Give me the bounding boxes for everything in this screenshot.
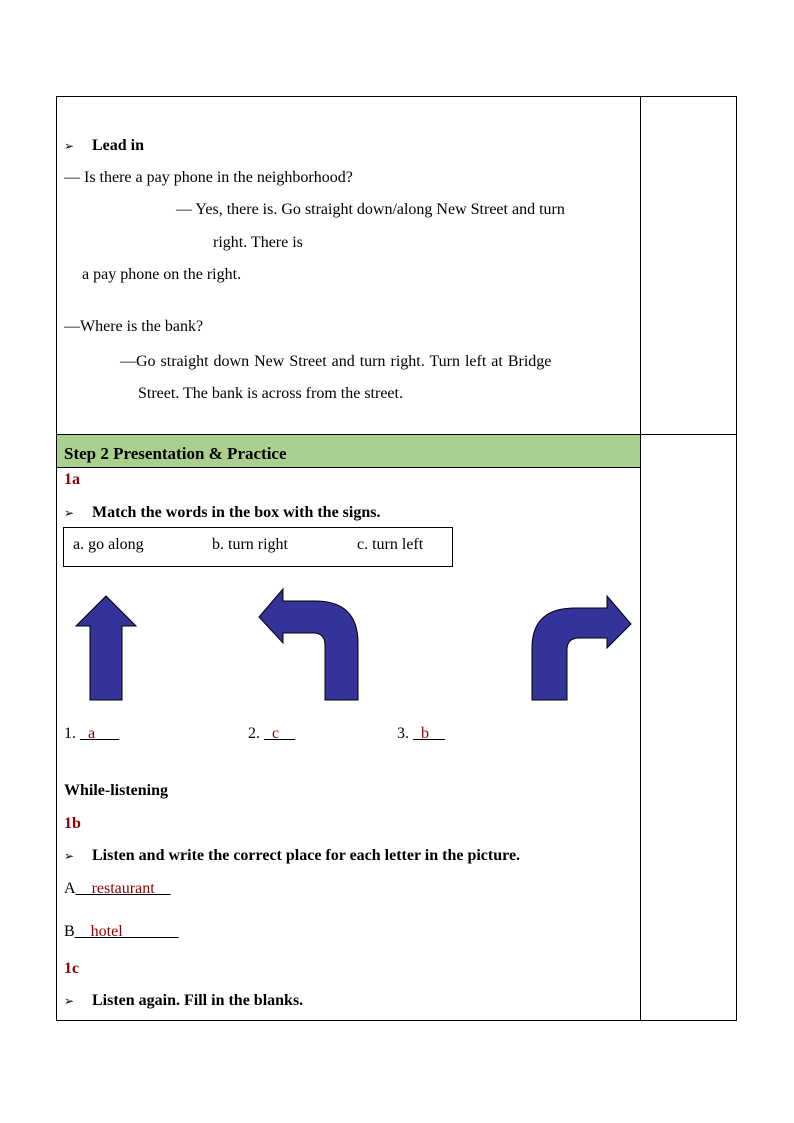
lead-in-answer-1-line-2: right. There is xyxy=(213,234,303,251)
section-1a-label: 1a xyxy=(64,471,80,488)
step-2-title: Step 2 Presentation & Practice xyxy=(64,444,287,463)
column-divider xyxy=(640,96,641,1021)
turn-left-arrow-icon xyxy=(255,585,365,705)
option-go-along: a. go along xyxy=(73,536,144,553)
option-turn-right: b. turn right xyxy=(212,536,288,553)
answer-3: 3. _b__ xyxy=(397,725,445,742)
bullet-arrow-icon: ➢ xyxy=(64,139,75,153)
lead-in-question-1: — Is there a pay phone in the neighborhood? xyxy=(64,169,353,186)
while-listening-heading: While-listening xyxy=(64,782,169,799)
bullet-arrow-icon: ➢ xyxy=(64,994,75,1008)
section-1c-label: 1c xyxy=(64,960,80,977)
blank-a: A__restaurant__ xyxy=(64,880,171,897)
blank-b: B__hotel_______ xyxy=(64,923,179,940)
turn-right-arrow-icon xyxy=(527,592,635,704)
answer-1: 1. _a___ xyxy=(64,725,120,742)
answer-2: 2. _c__ xyxy=(248,725,296,742)
go-along-arrow-icon xyxy=(70,592,142,704)
instruction-1b: Listen and write the correct place for each letter in the picture. xyxy=(92,847,521,864)
instruction-1c: Listen again. Fill in the blanks. xyxy=(92,992,304,1009)
lead-in-answer-2-line-1: —Go straight down New Street and turn right. Turn left at Bridge xyxy=(120,353,552,370)
option-turn-left: c. turn left xyxy=(357,536,424,553)
section-1b-label: 1b xyxy=(64,815,81,832)
lead-in-heading: Lead in xyxy=(92,137,145,154)
bullet-arrow-icon: ➢ xyxy=(64,849,75,863)
instruction-1a: Match the words in the box with the signs. xyxy=(92,504,381,521)
lead-in-answer-1-line-1: — Yes, there is. Go straight down/along New Street and turn xyxy=(176,201,565,218)
lead-in-answer-1-line-3: a pay phone on the right. xyxy=(82,266,242,283)
bullet-arrow-icon: ➢ xyxy=(64,506,75,520)
lead-in-question-2: —Where is the bank? xyxy=(64,318,204,335)
lead-in-answer-2-line-2: Street. The bank is across from the street. xyxy=(138,385,403,402)
